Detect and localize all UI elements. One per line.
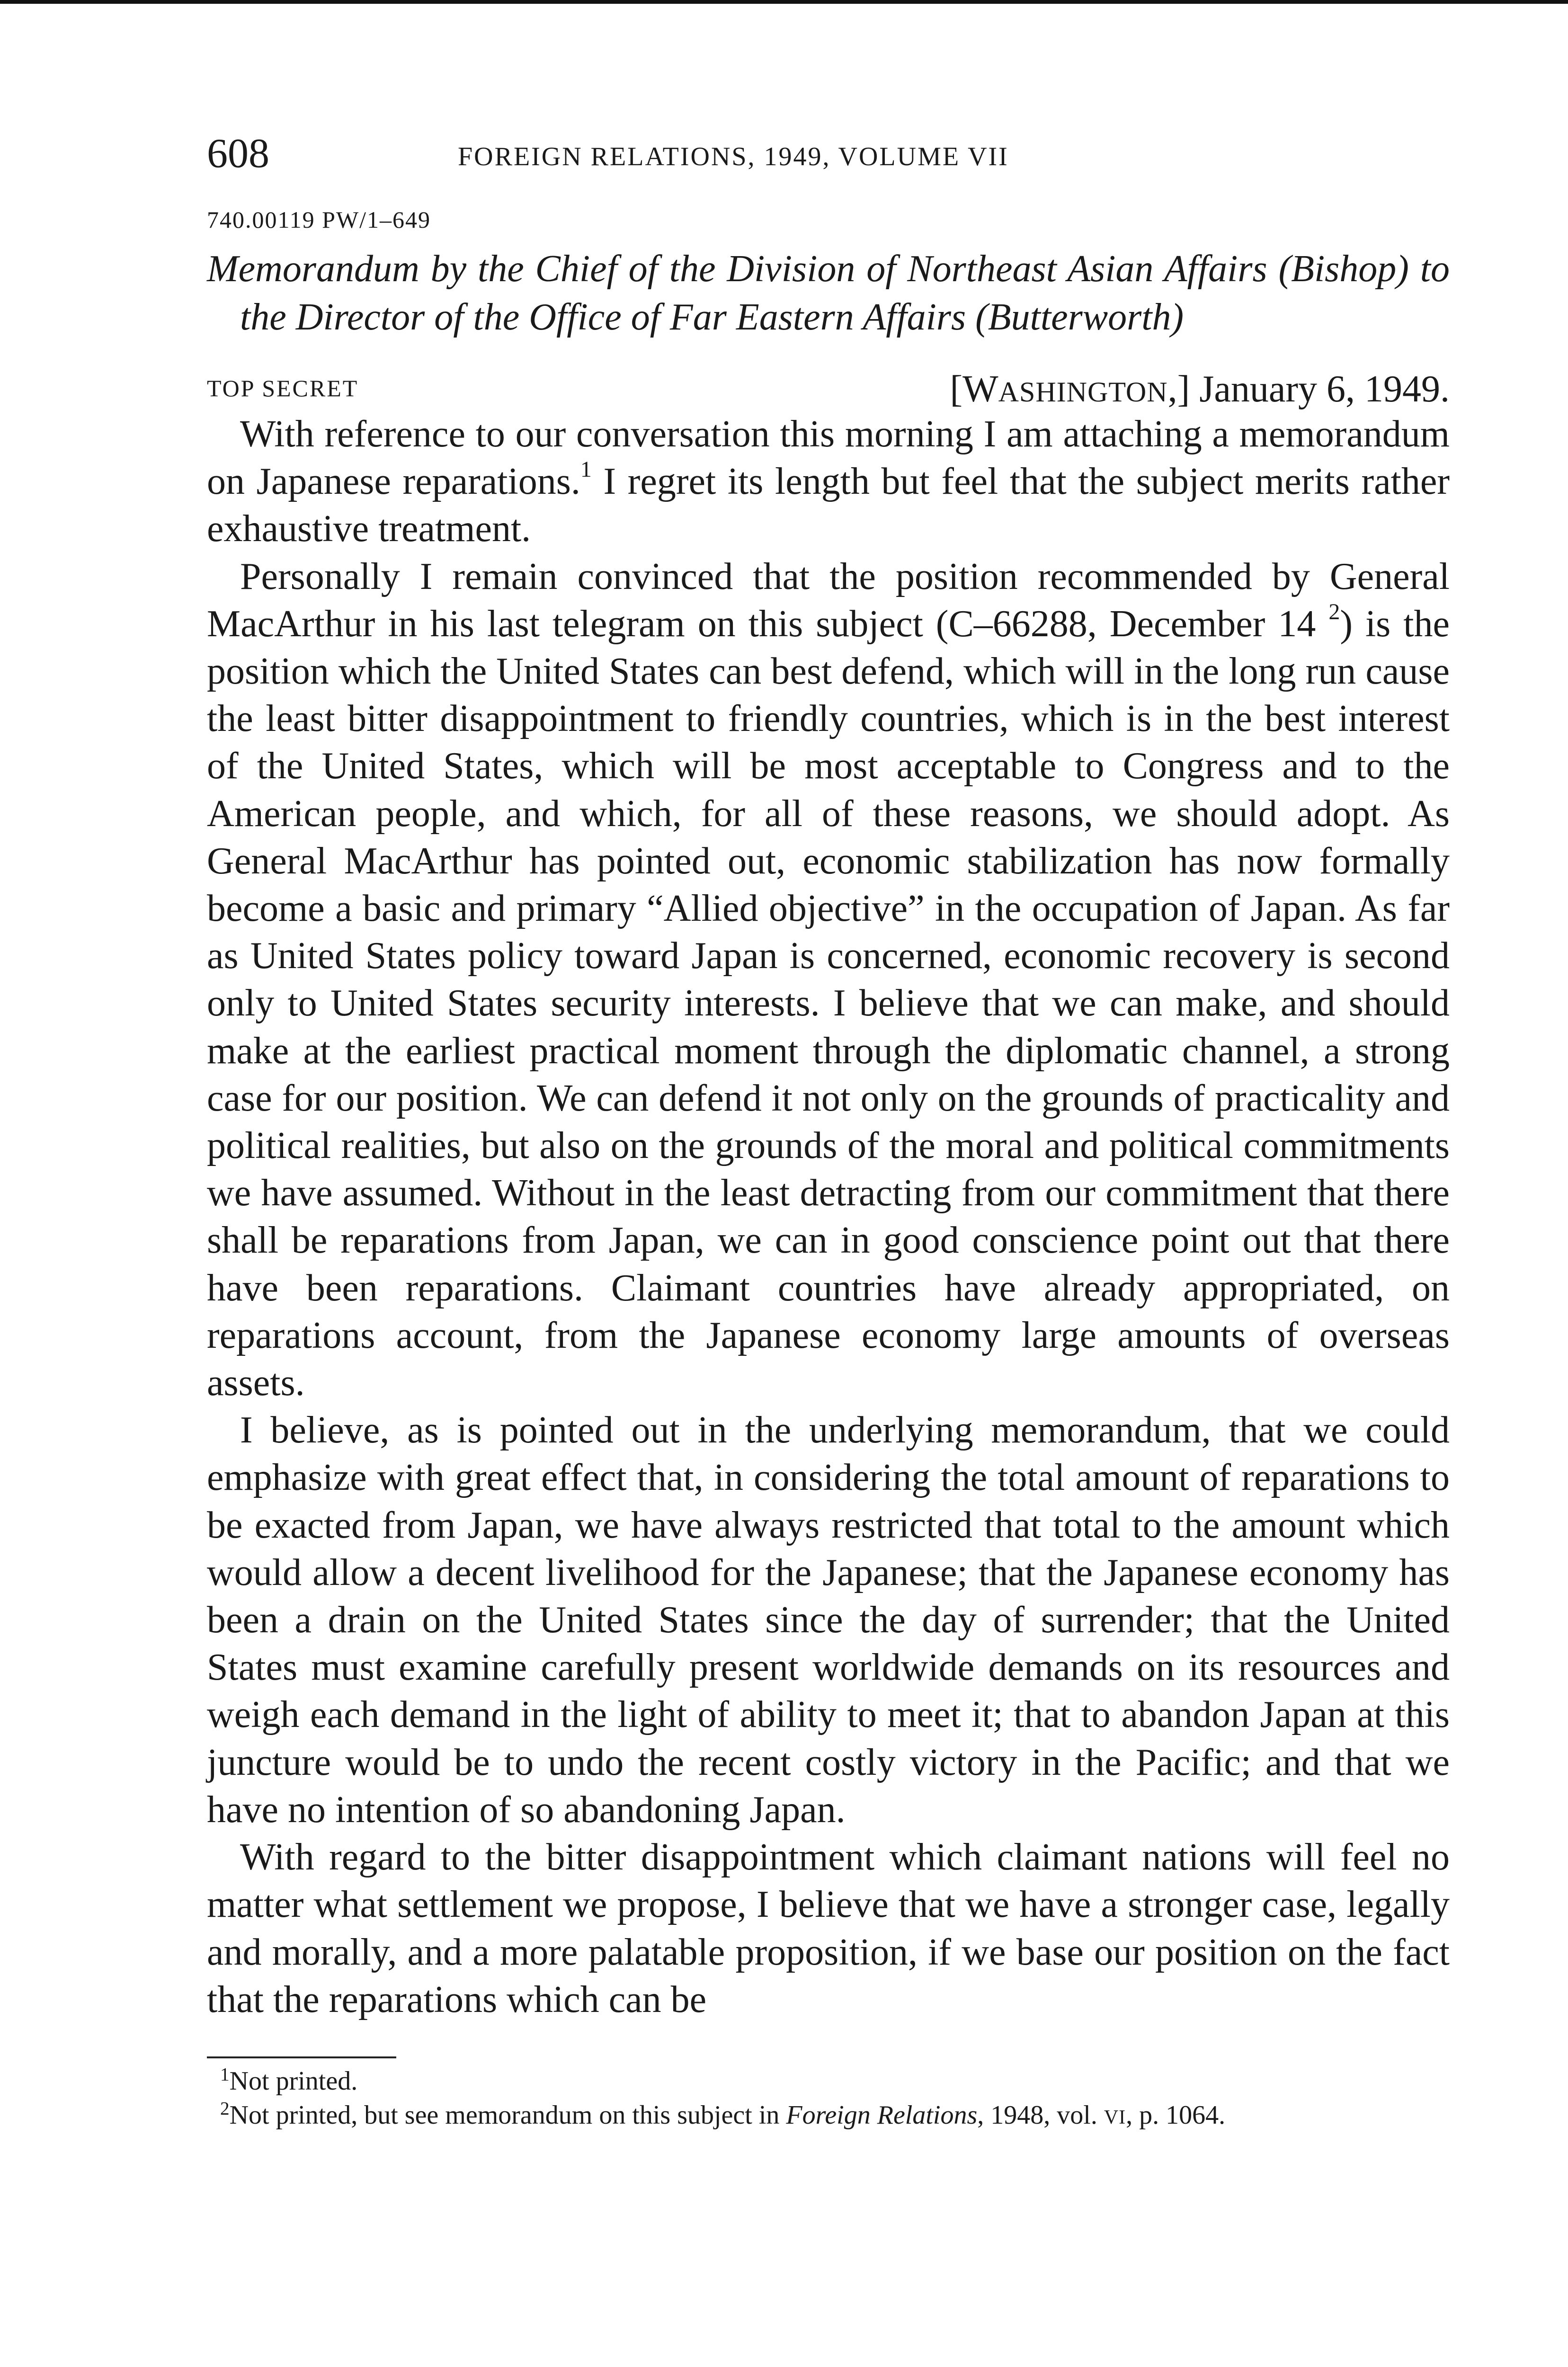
body-paragraph-1 (207, 410, 1450, 553)
paragraph-2-text-b: ) is the position which the United States can best defend, which will in the long run cause the least bitter disappointment to friendly countries, which is in the best interest of the United States, which will be most acceptable to Congress and to the American people, and which, for all of these reasons, we should adopt. As General MacArthur has pointed out, economic stabilization has now formally become a basic and primary “Allied objective” in the occupation of Japan. As far as United States policy toward Japan is concerned, economic recovery is second only to United States security interests. I believe that we can make, and should make at the earliest practical moment through the diplomatic channel, a strong case for our position. We can defend it not only on the grounds of practicality and political realities, but also on the grounds of the moral and political commitments we have assumed. Without in the least detracting from our commitment that there shall be reparations from Japan, we can in good conscience point out that there have been reparations. Claimant countries have already appropriated, on reparations account, from the Japanese economy large amounts of overseas assets. (207, 603, 1450, 1404)
text-column (207, 130, 1450, 2135)
dateline-place-close: ,] (1167, 368, 1190, 410)
footnotes (207, 2064, 1450, 2135)
paragraph-1-text-a: With reference to our conversation this morning I am attaching a memorandum on Japanese reparations. (207, 413, 1450, 503)
dateline-place: ASHINGTON (998, 376, 1168, 408)
footnote-2 (207, 2098, 1450, 2135)
footnote-2-text-a: Not printed, but see memorandum on this subject in (229, 2100, 786, 2130)
body-paragraph-4: With regard to the bitter disappointment which claimant nations will feel no matter what settlement we propose, I believe that we have a stronger case, legally and morally, and a more palatable proposition, if we base our position on the fact that the reparations which can be (207, 1836, 1450, 2020)
paragraph-1-text-b: I regret its length but feel that the subject merits rather exhaustive treatment. (207, 461, 1450, 550)
classification-label: TOP SECRET (207, 375, 359, 401)
classification-row (207, 368, 1450, 410)
footnote-1 (207, 2064, 1450, 2098)
body-paragraph-3: I believe, as is pointed out in the underlying memorandum, that we could emphasize with great effect that, in considering the total amount of reparations to be exacted from Japan, we have always restricted that total to the amount which would allow a decent livelihood for the Japanese; that the Japanese economy has been a drain on the United States since the day of surrender; that the United States must examine carefully present worldwide demands on its resources and weigh each demand in the light of ability to meet it; that to abandon Japan at this juncture would be to undo the recent costly victory in the Pacific; and that we have no intention of so abandoning Japan. (207, 1409, 1450, 1831)
dateline-place-open: [W (950, 368, 998, 410)
footnote-2-citation: Foreign Relations (786, 2100, 978, 2130)
footnote-2-volume: VI (1104, 2106, 1126, 2128)
running-head (207, 130, 1450, 187)
footnote-2-text-b: , 1948, vol. (977, 2100, 1104, 2130)
file-number: 740.00119 PW/1–649 (207, 206, 431, 233)
footnote-ref-2: 2 (1328, 599, 1340, 624)
memo-title: Memorandum by the Chief of the Division of Northeast Asian Affairs (Bishop) to the Director of the Office of Far Eastern Affairs (Butterworth) (207, 248, 1450, 338)
page-number: 608 (207, 131, 269, 177)
page-top-border (0, 0, 1568, 4)
paragraph-2-text-a: Personally I remain convinced that the position recommended by General MacArthur in his last telegram on this subject (C–66288, December 14 (207, 555, 1450, 645)
body-paragraph-2 (207, 553, 1450, 1407)
footnote-1-text: Not printed. (229, 2066, 358, 2096)
footnote-2-number: 2 (220, 2098, 230, 2119)
footnote-divider (207, 2056, 396, 2058)
footnote-ref-1: 1 (580, 457, 592, 482)
footnote-1-number: 1 (220, 2064, 230, 2085)
footnote-2-text-c: , p. 1064. (1126, 2100, 1226, 2130)
dateline (950, 368, 1450, 413)
running-head-title: FOREIGN RELATIONS, 1949, VOLUME VII (458, 142, 1009, 171)
dateline-date: January 6, 1949. (1199, 368, 1450, 410)
